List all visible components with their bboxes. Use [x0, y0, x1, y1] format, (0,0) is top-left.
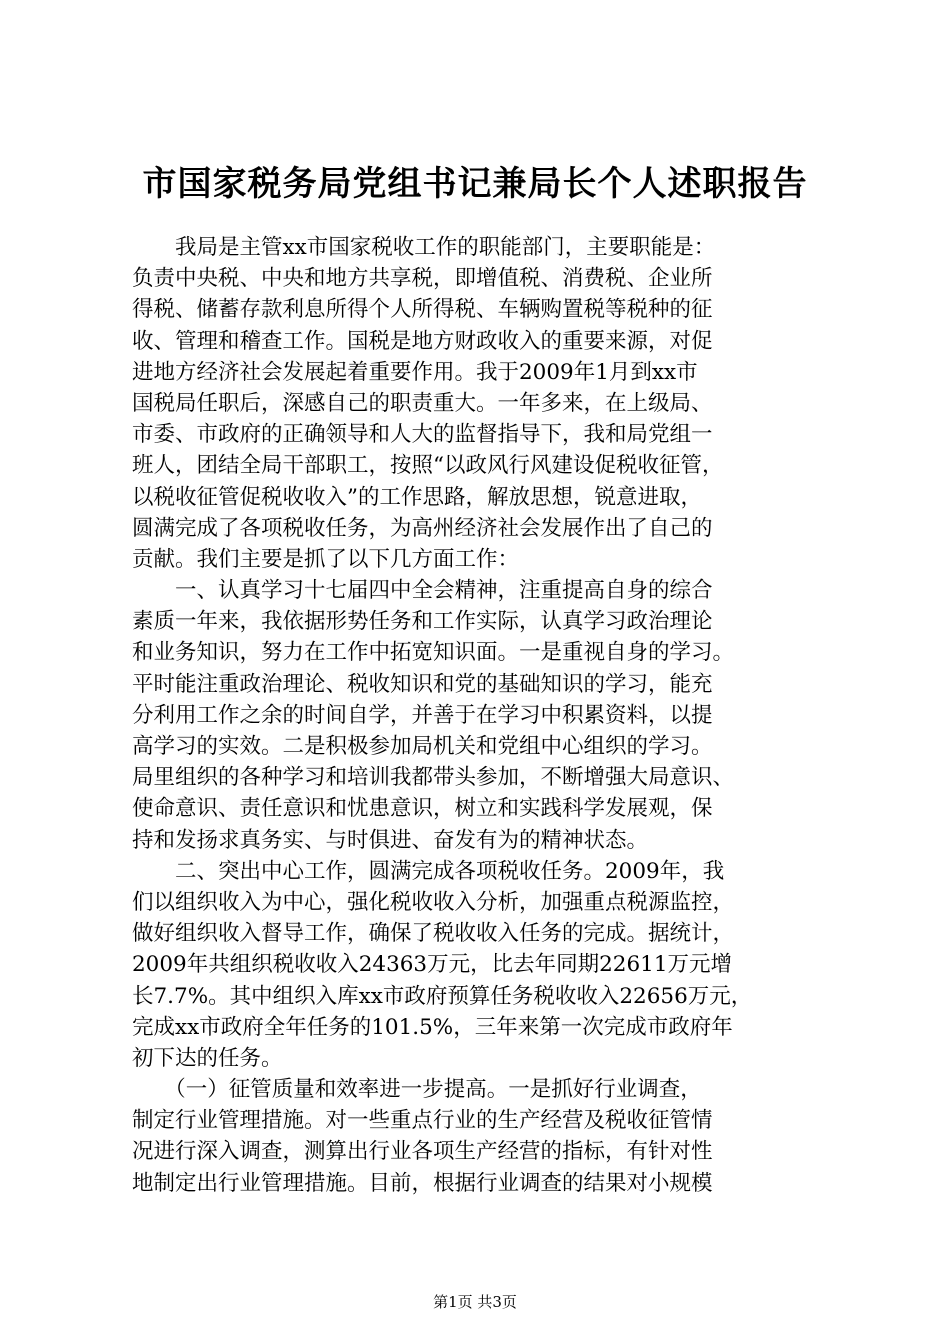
- body-line: 进地方经济社会发展起着重要作用。我于2009年1月到xx市: [132, 359, 698, 385]
- body-line: 平时能注重政治理论、税收知识和党的基础知识的学习，能充: [132, 671, 713, 697]
- body-line: 分利用工作之余的时间自学，并善于在学习中积累资料，以提: [132, 702, 713, 728]
- document-title: 市国家税务局党组书记兼局长个人述职报告: [142, 164, 808, 204]
- document-body: [132, 232, 832, 1199]
- body-line: 2009年共组织税收收入24363万元，比去年同期22611万元增: [132, 952, 733, 978]
- body-line: 以税收征管促税收收入”的工作思路，解放思想，锐意进取，: [132, 484, 702, 510]
- body-line: 贡献。我们主要是抓了以下几方面工作：: [132, 546, 520, 572]
- body-line: 和业务知识，努力在工作中拓宽知识面。一是重视自身的学习。: [132, 640, 735, 666]
- body-line: 高学习的实效。二是积极参加局机关和党组中心组织的学习。: [132, 734, 713, 759]
- body-line: 们以组织收入为中心，强化税收收入分析，加强重点税源监控，: [132, 889, 735, 915]
- body-line: 使命意识、责任意识和忧患意识，树立和实践科学发展观，保: [132, 796, 713, 822]
- body-line: 持和发扬求真务实、与时俱进、奋发有为的精神状态。: [132, 827, 649, 853]
- body-line: 班人，团结全局干部职工，按照“以政风行风建设促税收征管，: [132, 453, 724, 479]
- body-line: 制定行业管理措施。对一些重点行业的生产经营及税收征管情: [132, 1108, 713, 1134]
- body-line: 一、认真学习十七届四中全会精神，注重提高自身的综合: [132, 578, 713, 604]
- body-line: 二、突出中心工作，圆满完成各项税收任务。2009年，我: [132, 858, 725, 884]
- body-line: 地制定出行业管理措施。目前，根据行业调查的结果对小规模: [132, 1170, 713, 1196]
- body-line: 素质一年来，我依据形势任务和工作实际，认真学习政治理论: [132, 609, 713, 635]
- body-line: 初下达的任务。: [132, 1045, 283, 1071]
- body-line: （一）征管质量和效率进一步提高。一是抓好行业调查，: [132, 1077, 702, 1103]
- body-line: 长7.7%。其中组织入库xx市政府预算任务税收收入22656万元，: [132, 983, 753, 1009]
- body-line: 完成xx市政府全年任务的101.5%，三年来第一次完成市政府年: [132, 1014, 733, 1040]
- body-line: 圆满完成了各项税收任务，为高州经济社会发展作出了自己的: [132, 515, 713, 541]
- body-line: 我局是主管xx市国家税收工作的职能部门，主要职能是：: [132, 235, 716, 260]
- body-line: 负责中央税、中央和地方共享税，即增值税、消费税、企业所: [132, 266, 713, 292]
- body-line: 得税、储蓄存款利息所得个人所得税、车辆购置税等税种的征: [132, 297, 713, 323]
- body-line: 做好组织收入督导工作，确保了税收收入任务的完成。据统计，: [132, 921, 735, 947]
- page-footer: 第1页 共3页: [433, 1293, 517, 1311]
- body-line: 市委、市政府的正确领导和人大的监督指导下，我和局党组一: [132, 422, 713, 448]
- body-line: 收、管理和稽查工作。国税是地方财政收入的重要来源，对促: [132, 328, 713, 354]
- body-line: 况进行深入调查，测算出行业各项生产经营的指标，有针对性: [132, 1139, 713, 1165]
- body-line: 国税局任职后，深感自己的职责重大。一年多来，在上级局、: [132, 390, 713, 416]
- body-line: 局里组织的各种学习和培训我都带头参加，不断增强大局意识、: [132, 765, 735, 791]
